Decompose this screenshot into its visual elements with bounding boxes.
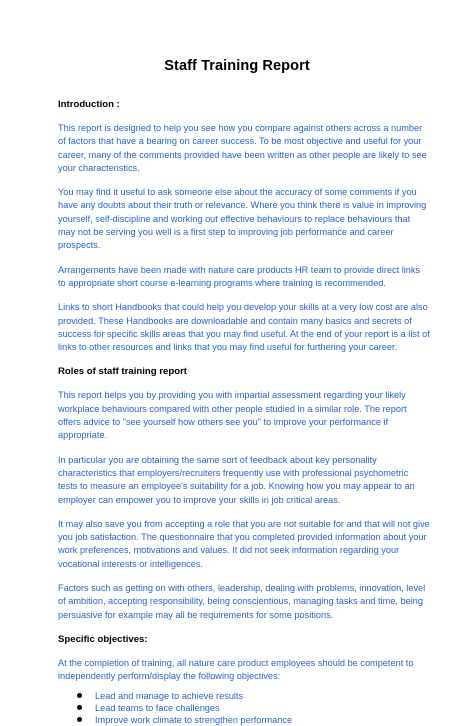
section-roles (58, 365, 430, 621)
page-title: Staff Training Report (164, 58, 310, 74)
paragraph: Factors such as getting on with others, leadership, dealing with problems, innovation, level of ambition, accepting responsibility, being conscientious, managing tasks and time, being persuasive for example may all be requirements for some positions. (58, 583, 426, 620)
paragraph: This report is designed to help you see how you compare against others across a number of factors that have a bearing on career success. To be most objective and useful for your career, many of the comments provided have been written as other people are likely to see your characteristics. (58, 123, 427, 173)
section-heading-introduction: Introduction : (58, 99, 120, 110)
section-introduction (58, 98, 430, 354)
document-body (58, 98, 430, 726)
list-item-text: Lead teams to face challenges (95, 702, 220, 713)
paragraph: Arrangements have been made with nature care products HR team to provide direct links to appropriate short course e-learning programs where training is recommended. (58, 264, 421, 288)
section-heading-objectives: Specific objectives: (58, 633, 148, 645)
section-heading-roles: Roles of staff training report (58, 366, 187, 378)
bullet-icon (77, 705, 82, 710)
paragraph: Links to short Handbooks that could help you develop your skills at a very low cost are also provided. These Handbooks are downloadable and contain many basics and secrets of success for specific skills areas that you may find useful. At the end of your report is a list of links to other resources and links that you may find useful for furthering your career. (58, 302, 430, 353)
paragraph: It may also save you from accepting a role that you are not suitable for and that will not give you job satisfaction. The questionnaire that you completed provided information about your work preferences, motivations and values. It did not seek information regarding your vocational interests or intelligences. (58, 518, 430, 569)
bullet-icon (77, 717, 82, 722)
paragraph: You may find it useful to ask someone else about the accuracy of some comments if you have any doubts about their truth or relevance. Where you think there is value in improving yourself, self-discipline and working out effective behaviours to replace behaviours that may not be serving you well is a first step to improving job performance and career prospects. (58, 187, 427, 251)
list-item (75, 690, 430, 702)
objectives-list (58, 690, 430, 726)
list-item-text: Improve work climate to strengthen performance (95, 714, 293, 725)
list-item-text: Lead and manage to achieve results (95, 690, 244, 701)
list-item (75, 702, 430, 714)
paragraph: This report helps you by providing you with impartial assessment regarding your likely workplace behaviours compared with other people studied in a similar role. The report offers advice to "see yourself how others see you" to improve your performance if appropriate. (58, 390, 407, 441)
paragraph: At the completion of training, all nature care product employees should be competent to independently perform/display the following objectives: (58, 657, 414, 682)
section-specific-objectives (58, 633, 430, 726)
bullet-icon (77, 693, 82, 698)
paragraph: In particular you are obtaining the same sort of feedback about key personality characteristics that employers/recruiters frequently use with professional psychometric tests to measure an employee's suitability for a job. Knowing how you may appear to an employer can empower you to improve your skills in job critical areas. (58, 454, 415, 505)
list-item (75, 714, 430, 726)
